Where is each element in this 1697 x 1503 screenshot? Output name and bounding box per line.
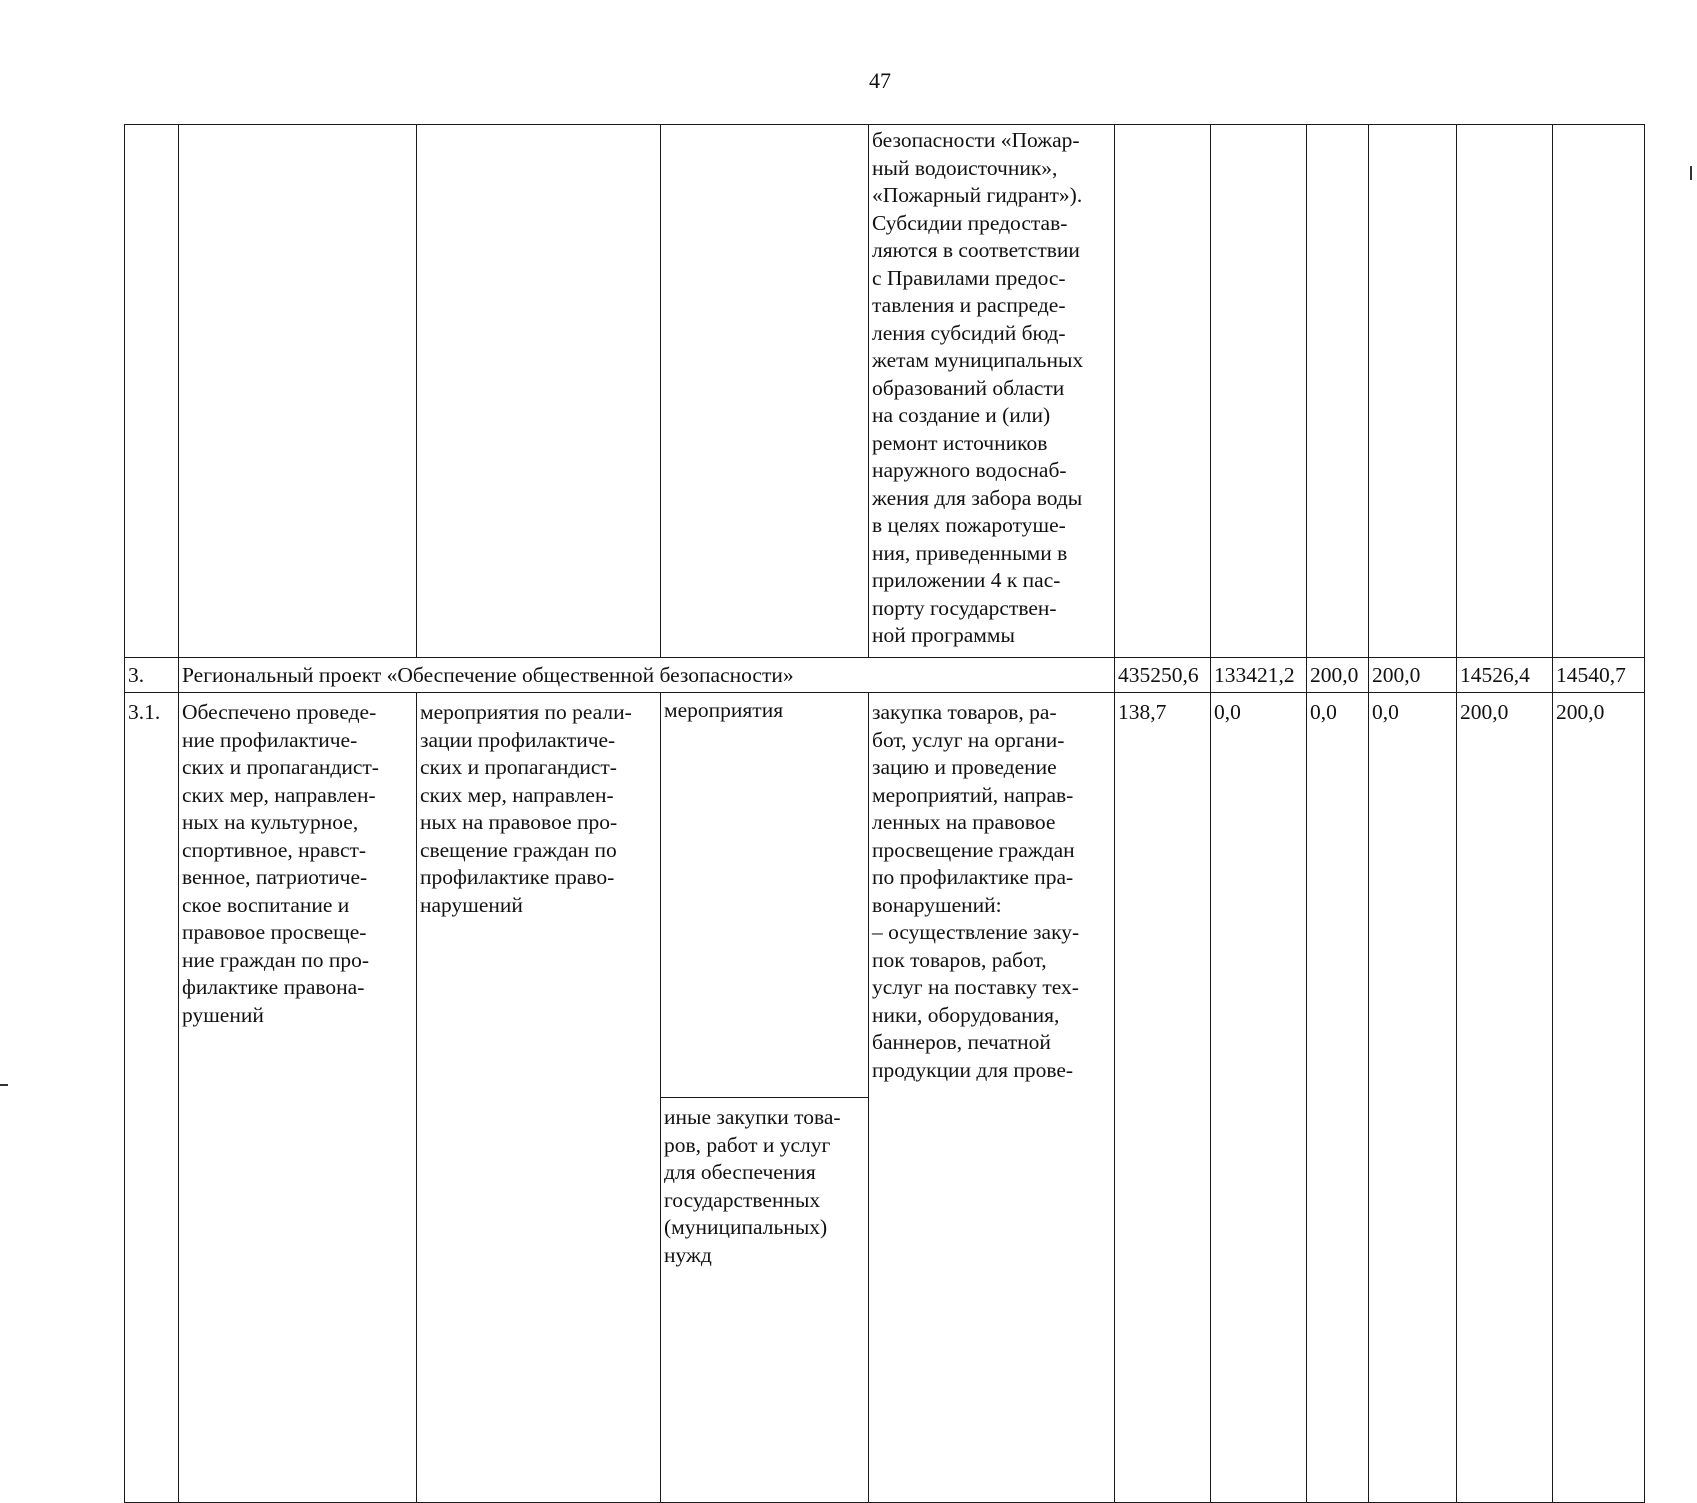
cont-cell-result: [179, 125, 417, 658]
value-cell: 0,0: [1369, 693, 1457, 1503]
type-body: иные закупки това- ров, работ и услуг для обеспечения государственных (муниципальных) нужд: [664, 1105, 841, 1267]
value-cell: 0,0: [1211, 693, 1307, 1503]
value-cell: 138,7: [1115, 693, 1211, 1503]
type-cell: [661, 693, 869, 1503]
table-row-3-1: [125, 693, 1645, 1503]
value-cell: 200,0: [1553, 693, 1645, 1503]
cont-cell-type: [661, 125, 869, 658]
value-cell: 200,0: [1457, 693, 1553, 1503]
type-header: мероприятия: [661, 693, 868, 1098]
value-cell: 200,0: [1369, 658, 1457, 693]
value-cell: 0,0: [1307, 693, 1369, 1503]
value-cell: 435250,6: [1115, 658, 1211, 693]
cont-cell-number: [125, 125, 179, 658]
page-number: 47: [869, 68, 891, 93]
cont-cell-value: [1115, 125, 1211, 658]
description-cell: закупка товаров, ра- бот, услуг на органи- зацию и проведение мероприятий, направ- ленных на правовое просвещение граждан по профилактике пра- вонарушений: – осуществление заку- пок товаров, работ, услуг на поставку тех- ники, оборудования, баннеров, печатной продукции для прове-: [869, 693, 1115, 1503]
result-cell: Обеспечено проведе- ние профилактиче- ских и пропагандист- ских мер, направлен- ных на культурное, спортивное, нравст- венное, патриотиче- ское воспитание и правовое просвеще- ние граждан по про- филактике правона- рушений: [179, 693, 417, 1503]
regional-project-title: Региональный проект «Обеспечение общественной безопасности»: [179, 658, 1115, 693]
cont-cell-value: [1369, 125, 1457, 658]
cont-cell-value: [1307, 125, 1369, 658]
scan-edge-mark: [1690, 166, 1692, 180]
cont-cell-value: [1211, 125, 1307, 658]
row-number: 3.1.: [125, 693, 179, 1503]
value-cell: 133421,2: [1211, 658, 1307, 693]
value-cell: 14540,7: [1553, 658, 1645, 693]
type-subtable: [661, 693, 868, 1502]
measure-cell: мероприятия по реали- зации профилактиче- ских и пропагандист- ских мер, направлен- ных на правовое про- свещение граждан по профилактике право- нарушений: [417, 693, 661, 1503]
table-row-regional-project: [125, 658, 1645, 693]
cont-cell-measure: [417, 125, 661, 658]
scan-edge-mark: [0, 1084, 8, 1086]
cont-cell-value: [1457, 125, 1553, 658]
cont-cell-description: безопасности «Пожар- ный водоисточник», «Пожарный гидрант»). Субсидии предостав- ляются в соответствии с Правилами предос- тавления и распреде- ления субсидий бюд- жетам муниципальных образований области на создание и (или) ремонт источников наружного водоснаб- жения для забора воды в целях пожаротуше- ния, приведенными в приложении 4 к пас- порту государствен- ной программы: [869, 125, 1115, 658]
value-cell: 14526,4: [1457, 658, 1553, 693]
cont-cell-value: [1553, 125, 1645, 658]
table-row-continuation: [125, 125, 1645, 658]
budget-table: [124, 124, 1645, 1503]
row-number: 3.: [125, 658, 179, 693]
value-cell: 200,0: [1307, 658, 1369, 693]
